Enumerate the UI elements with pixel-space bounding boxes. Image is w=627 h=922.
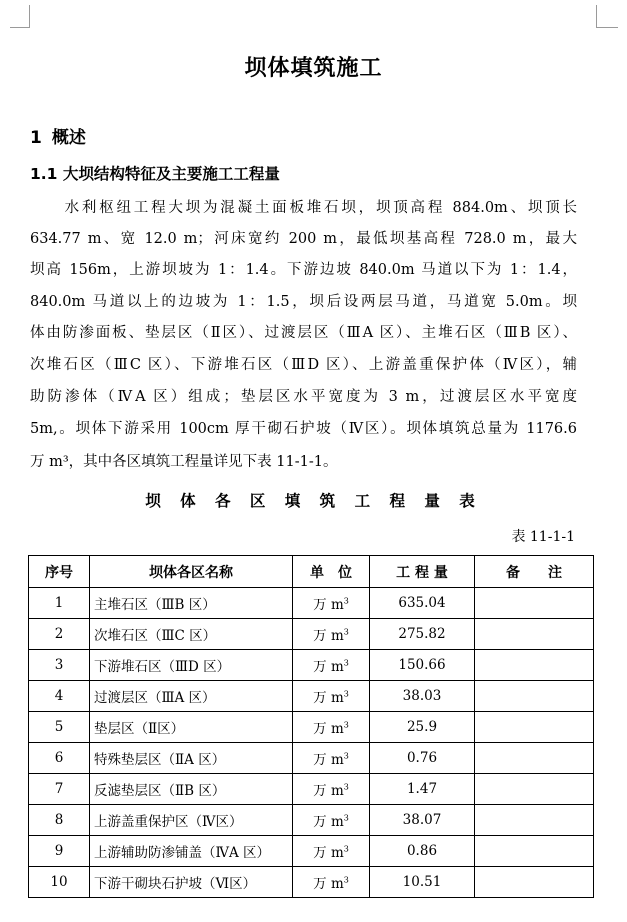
cell-name: 主堆石区（ⅢB 区） [90, 588, 293, 619]
cell-name: 上游盖重保护区（Ⅳ区） [90, 805, 293, 836]
unit-text: 万 m [313, 783, 344, 799]
cell-qty: 38.03 [370, 681, 475, 712]
cell-note [475, 681, 594, 712]
unit-superscript: 3 [343, 844, 349, 854]
cell-seq: 5 [29, 712, 90, 743]
unit-superscript: 3 [343, 596, 349, 606]
cell-seq: 3 [29, 650, 90, 681]
cell-unit [293, 619, 370, 650]
unit-text: 万 m [313, 628, 344, 644]
unit-text: 万 m [313, 597, 344, 613]
cell-unit [293, 681, 370, 712]
cell-note [475, 743, 594, 774]
unit-superscript: 3 [343, 751, 349, 761]
crop-mark-top-right [596, 5, 597, 27]
header-note: 备 注 [475, 556, 594, 588]
cell-name: 下游干砌块石护坡（Ⅵ区） [90, 867, 293, 898]
cell-note [475, 619, 594, 650]
cell-unit [293, 836, 370, 867]
cell-note [475, 712, 594, 743]
unit-superscript: 3 [343, 689, 349, 699]
cell-name: 过渡层区（ⅢA 区） [90, 681, 293, 712]
table-title: 坝 体 各 区 填 筑 工 程 量 表 [145, 492, 482, 510]
cell-seq: 1 [29, 588, 90, 619]
paragraph-line: 次堆石区（ⅢC 区）、下游堆石区（ⅢD 区）、上游盖重保护体（Ⅳ区），辅 [30, 357, 577, 373]
table-row [29, 774, 594, 805]
crop-mark-top-left [10, 27, 30, 28]
cell-seq: 2 [29, 619, 90, 650]
cell-seq: 7 [29, 774, 90, 805]
cell-qty: 25.9 [370, 712, 475, 743]
cell-qty: 0.76 [370, 743, 475, 774]
cell-name: 垫层区（Ⅱ区） [90, 712, 293, 743]
cell-qty: 150.66 [370, 650, 475, 681]
cell-seq: 10 [29, 867, 90, 898]
cell-unit [293, 774, 370, 805]
cell-qty: 635.04 [370, 588, 475, 619]
cell-note [475, 588, 594, 619]
unit-superscript: 3 [343, 813, 349, 823]
cell-note [475, 774, 594, 805]
table-row [29, 619, 594, 650]
unit-text: 万 m [313, 845, 344, 861]
table-header-row [29, 556, 594, 588]
cell-qty: 38.07 [370, 805, 475, 836]
cell-name: 下游堆石区（ⅢD 区） [90, 650, 293, 681]
cell-name: 次堆石区（ⅢC 区） [90, 619, 293, 650]
crop-mark-top-left [29, 5, 30, 27]
section-title: 概述 [51, 128, 86, 148]
unit-text: 万 m [313, 752, 344, 768]
paragraph-line: 万 m³，其中各区填筑工程量详见下表 11-1-1。 [30, 454, 338, 470]
cell-unit [293, 805, 370, 836]
unit-superscript: 3 [343, 658, 349, 668]
table-row [29, 650, 594, 681]
cell-seq: 6 [29, 743, 90, 774]
table-number: 表 11-1-1 [511, 529, 575, 545]
subsection-heading: 1.1 大坝结构特征及主要施工工程量 [30, 165, 280, 183]
cell-qty: 1.47 [370, 774, 475, 805]
section-number: 1 [30, 128, 42, 148]
cell-seq: 9 [29, 836, 90, 867]
table-row [29, 836, 594, 867]
crop-mark-top-right [596, 27, 618, 28]
cell-qty: 275.82 [370, 619, 475, 650]
unit-text: 万 m [313, 721, 344, 737]
table-row [29, 712, 594, 743]
cell-note [475, 650, 594, 681]
cell-unit [293, 743, 370, 774]
unit-text: 万 m [313, 876, 344, 892]
unit-superscript: 3 [343, 627, 349, 637]
header-qty: 工 程 量 [370, 556, 475, 588]
header-unit: 单 位 [293, 556, 370, 588]
cell-seq: 8 [29, 805, 90, 836]
section-heading [30, 123, 86, 148]
paragraph-line: 840.0m 马道以上的边坡为 1：1.5，坝后设两层马道，马道宽 5.0m。坝 [30, 294, 577, 310]
cell-qty: 0.86 [370, 836, 475, 867]
cell-note [475, 867, 594, 898]
cell-unit [293, 867, 370, 898]
document-title: 坝体填筑施工 [244, 56, 383, 81]
unit-superscript: 3 [343, 782, 349, 792]
cell-name: 特殊垫层区（ⅡA 区） [90, 743, 293, 774]
table-row [29, 588, 594, 619]
unit-text: 万 m [313, 814, 344, 830]
header-name: 坝体各区名称 [90, 556, 293, 588]
cell-name: 上游辅助防渗铺盖（ⅣA 区） [90, 836, 293, 867]
header-seq: 序号 [29, 556, 90, 588]
table-row [29, 743, 594, 774]
unit-superscript: 3 [343, 720, 349, 730]
quantity-table [28, 555, 594, 898]
paragraph-line: 5m,。坝体下游采用 100cm 厚干砌石护坡（Ⅳ区）。坝体填筑总量为 1176.6 [30, 421, 577, 437]
unit-text: 万 m [313, 690, 344, 706]
cell-name: 反滤垫层区（ⅡB 区） [90, 774, 293, 805]
paragraph-line: 634.77 m、宽 12.0 m；河床宽约 200 m，最低坝基高程 728.0 m，最大 [30, 231, 577, 247]
table-row [29, 805, 594, 836]
cell-note [475, 836, 594, 867]
cell-qty: 10.51 [370, 867, 475, 898]
unit-text: 万 m [313, 659, 344, 675]
cell-unit [293, 712, 370, 743]
paragraph-line: 坝高 156m，上游坝坡为 1：1.4。下游边坡 840.0m 马道以下为 1：1.4， [30, 262, 577, 278]
table-row [29, 867, 594, 898]
unit-superscript: 3 [343, 875, 349, 885]
cell-unit [293, 650, 370, 681]
paragraph-line: 体由防渗面板、垫层区（Ⅱ区）、过渡层区（ⅢA 区）、主堆石区（ⅢB 区）、 [30, 325, 577, 341]
paragraph-line: 水利枢纽工程大坝为混凝土面板堆石坝，坝顶高程 884.0m、坝顶长 [30, 200, 577, 216]
paragraph-line: 助防渗体（ⅣA 区）组成；垫层区水平宽度为 3 m，过渡层区水平宽度 [30, 389, 577, 405]
cell-unit [293, 588, 370, 619]
table-row [29, 681, 594, 712]
cell-note [475, 805, 594, 836]
cell-seq: 4 [29, 681, 90, 712]
